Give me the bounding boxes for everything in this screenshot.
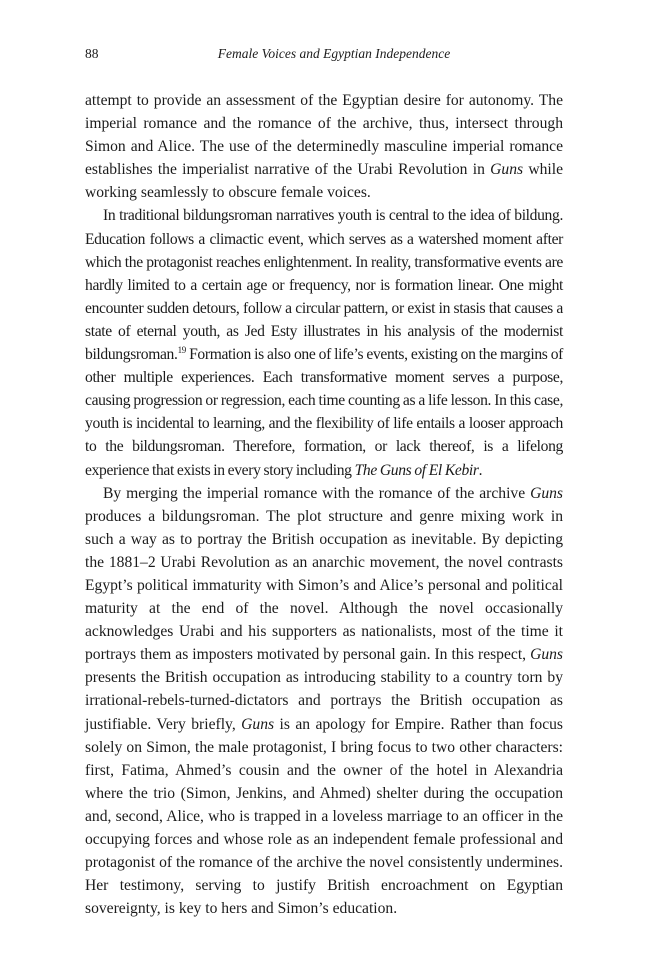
running-head (85, 46, 565, 66)
page-number: 88 (85, 46, 99, 61)
paragraph-3-text: By merging the imperial romance with the romance of the archive (103, 484, 531, 502)
paragraph-2-text: In traditional bildungsroman narratives youth is central to the idea of bildung. Education follows a climactic event, which serves as a watershed moment after which the protagonist reaches enlightenment. In reality, transformative events are hardly limited to a certain age or frequency, nor is formation linear. One might encounter sudden detours, follow a circular pattern, or exist in stasis that causes a state of eternal youth, as Jed Esty illustrates in his analysis of the modernist bildungsroman. (85, 207, 563, 364)
paragraph-3-text-cont: produces a bildungsroman. The plot structure and genre mixing work in such a way as to portray the British occupation as inevitable. By depicting the 1881–2 Urabi Revolution as an anarchic movement, the novel contrasts Egypt’s political immaturity with Simon’s and Alice’s personal and political maturity at the end of the novel. Although the novel occasionally acknowledges Urabi and his supporters as nationalists, most of the time it portrays them as imposters motivated by personal gain. In this respect, (85, 507, 563, 664)
body-text (85, 89, 563, 920)
italic-title-guns-of-el-kebir: The Guns of El Kebir (354, 461, 479, 479)
paragraph-2-text-cont: Formation is also one of life’s events, existing on the margins of other multiple experiences. Each transformative moment serves a purpose, causing progression or regression, each time counting as a life lesson. In this case, youth is incidental to learning, and the flexibility of life entails a looser approach to the bildungsroman. Therefore, formation, or lack thereof, is a lifelong experience that exists in every story including (85, 346, 563, 479)
italic-title-guns: Guns (530, 484, 563, 502)
running-title: Female Voices and Egyptian Independence (217, 46, 451, 61)
italic-title-guns: Guns (490, 161, 524, 179)
paragraph-3-text-cont: presents the British occupation as introducing stability to a country torn by irrational-rebels-turned-dictators and portrays the British occupation as justifiable. Very briefly, (85, 669, 563, 733)
italic-title-guns: Guns (241, 715, 275, 733)
paragraph-3-text-end: is an apology for Empire. Rather than focus solely on Simon, the male protagonist, I bring focus to two other characters: first, Fatima, Ahmed’s cousin and the owner of the hotel in Alexandria where the trio (Simon, Jenkins, and Ahmed) shelter during the occupation and, second, Alice, who is trapped in a loveless marriage to an officer in the occupying forces and whose role as an independent female professional and protagonist of the romance of the archive the novel consistently undermines. Her testimony, serving to justify British encroachment on Egyptian sovereignty, is key to hers and Simon’s education. (85, 715, 563, 918)
paragraph-2 (85, 204, 563, 481)
paragraph-3 (85, 482, 563, 921)
footnote-reference: 19 (177, 345, 186, 356)
paragraph-1-text: attempt to provide an assessment of the Egyptian desire for autonomy. The imperial romance and the romance of the archive, thus, intersect through Simon and Alice. The use of the determinedly masculine imperial romance establishes the imperialist narrative of the Urabi Revolution in (85, 92, 563, 179)
italic-title-guns: Guns (530, 646, 563, 664)
paragraph-1-text-end: while working seamlessly to obscure female voices. (85, 161, 563, 202)
paragraph-1 (85, 89, 563, 204)
paragraph-2-text-end: . (478, 461, 483, 479)
